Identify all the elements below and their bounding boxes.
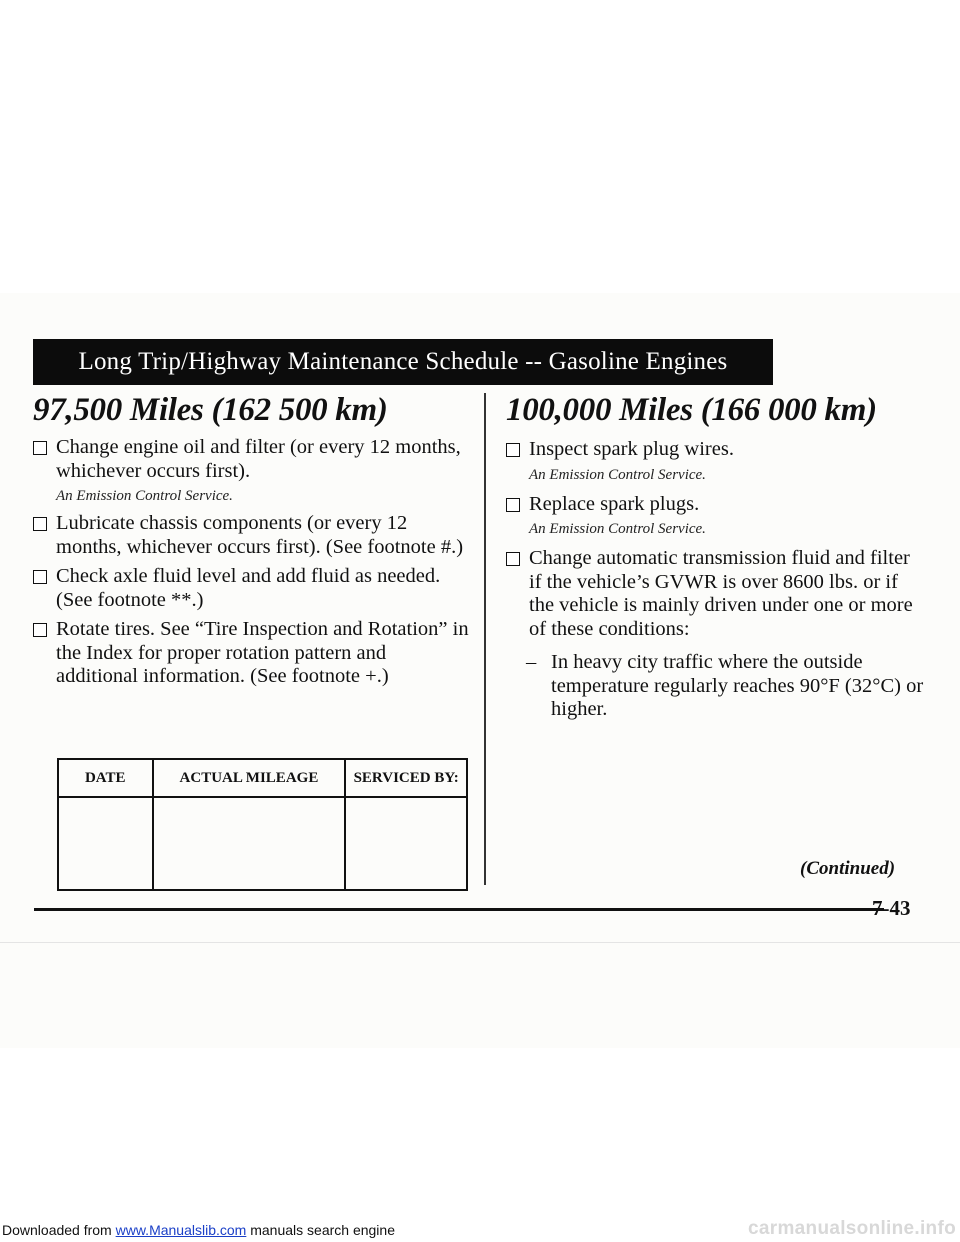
condition-subitem: – In heavy city traffic where the outside temperature regularly reaches 90°F (32°C) or higher. <box>526 651 924 720</box>
emission-note: An Emission Control Service. <box>529 521 706 537</box>
checkbox-icon[interactable] <box>33 570 47 584</box>
checkbox-icon[interactable] <box>506 552 520 566</box>
date-column-header: DATE <box>58 759 153 797</box>
watermark: carmanualsonline.info <box>748 1218 956 1239</box>
footer-rule <box>34 908 884 911</box>
manualslib-link[interactable]: www.Manualslib.com <box>115 1222 247 1238</box>
source-footer: Downloaded from www.Manualslib.com manuals search engine <box>2 1222 395 1238</box>
checklist-item: Change engine oil and filter (or every 12 months, whichever occurs first). <box>33 436 473 483</box>
right-column <box>484 388 924 722</box>
mileage-cell[interactable] <box>153 797 346 890</box>
scan-rule <box>0 942 960 943</box>
checklist-item: Replace spark plugs. <box>506 493 924 517</box>
checklist-item: Inspect spark plug wires. <box>506 438 924 462</box>
checkbox-icon[interactable] <box>33 441 47 455</box>
checklist-item: Change automatic transmission fluid and filter if the vehicle’s GVWR is over 8600 lbs. or if the vehicle is mainly driven under one or more of these conditions: <box>506 547 924 641</box>
mileage-column-header: ACTUAL MILEAGE <box>153 759 346 797</box>
checkbox-icon[interactable] <box>506 498 520 512</box>
serviced-by-column-header: SERVICED BY: <box>345 759 467 797</box>
service-log-table <box>57 758 468 891</box>
checkbox-icon[interactable] <box>33 623 47 637</box>
section-header: Long Trip/Highway Maintenance Schedule -- Gasoline Engines <box>33 339 773 385</box>
checkbox-icon[interactable] <box>33 517 47 531</box>
serviced-by-cell[interactable] <box>345 797 467 890</box>
emission-note: An Emission Control Service. <box>529 466 706 483</box>
checkbox-icon[interactable] <box>506 443 520 457</box>
emission-note: An Emission Control Service. <box>56 488 233 504</box>
checklist-item: Lubricate chassis components (or every 12 months, whichever occurs first). (See footnote #.) <box>33 512 473 559</box>
continued-label: (Continued) <box>800 858 896 879</box>
checklist-item: Rotate tires. See “Tire Inspection and Rotation” in the Index for proper rotation pattern and additional information. (See footnote +.) <box>33 618 473 689</box>
left-column <box>33 388 473 690</box>
page-number: 7-43 <box>872 896 911 920</box>
right-mileage-heading: 100,000 Miles (166 000 km) <box>506 392 877 428</box>
left-mileage-heading: 97,500 Miles (162 500 km) <box>33 392 388 428</box>
dash-bullet-icon: – <box>526 651 537 673</box>
date-cell[interactable] <box>58 797 153 890</box>
checklist-item: Check axle fluid level and add fluid as needed. (See footnote **.) <box>33 565 473 612</box>
